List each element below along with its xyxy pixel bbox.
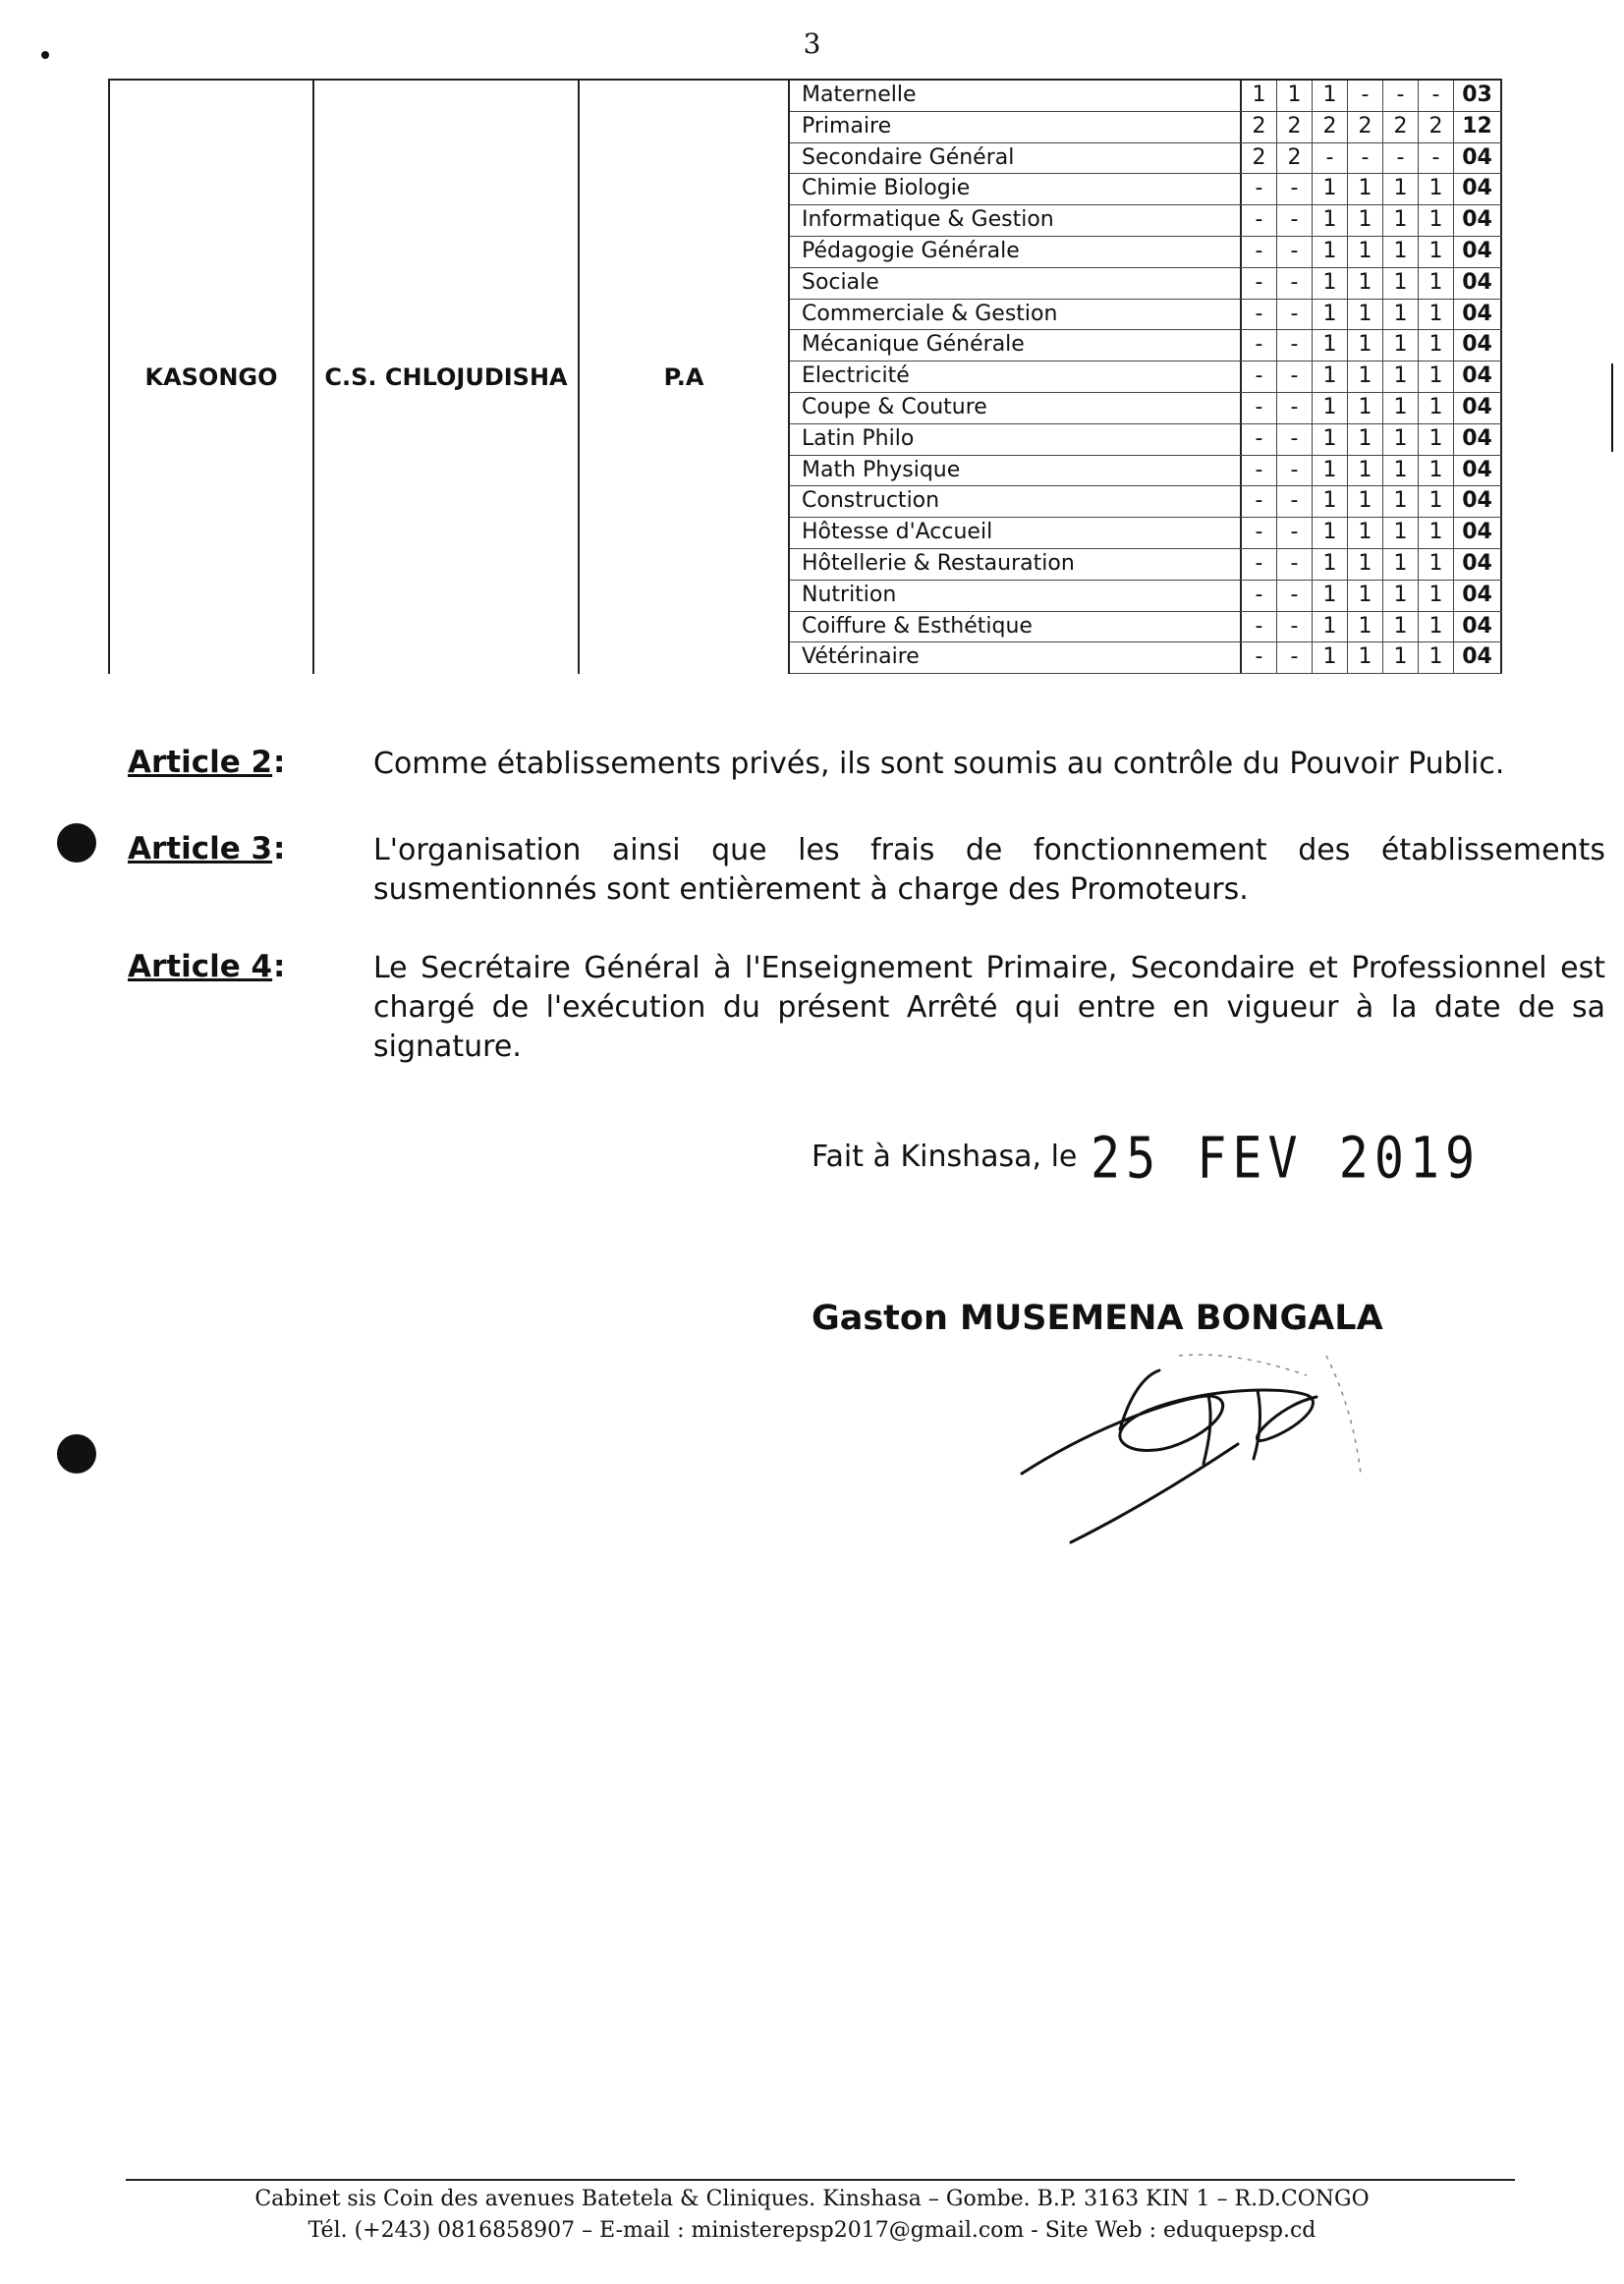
section-label: Mécanique Générale — [790, 330, 1242, 361]
table-row — [790, 237, 1502, 268]
total-cell: 04 — [1454, 205, 1502, 236]
class-count-cell: 1 — [1313, 237, 1348, 267]
class-count-cell: - — [1277, 205, 1313, 236]
section-label: Maternelle — [790, 81, 1242, 111]
class-count-cell: 1 — [1419, 581, 1454, 611]
class-count-cell: - — [1313, 143, 1348, 174]
class-count-cell: - — [1242, 362, 1277, 392]
class-count-cell: 1 — [1277, 81, 1313, 111]
class-count-cell: 1 — [1419, 424, 1454, 455]
class-count-cell: - — [1383, 143, 1419, 174]
class-count-cell: - — [1242, 300, 1277, 330]
article-heading: Article 2 — [128, 745, 273, 780]
class-count-cell: 1 — [1348, 486, 1383, 517]
section-label: Electricité — [790, 362, 1242, 392]
total-cell: 04 — [1454, 143, 1502, 174]
class-count-cell: 2 — [1242, 143, 1277, 174]
article-2: Article 2 : Comme établissements privés, ils sont soumis au contrôle du Pouvoir Public. — [128, 745, 1484, 804]
section-label: Secondaire Général — [790, 143, 1242, 174]
class-count-cell: - — [1242, 581, 1277, 611]
section-label: Chimie Biologie — [790, 174, 1242, 204]
table-row — [790, 330, 1502, 362]
class-count-cell: 1 — [1419, 642, 1454, 673]
table-row — [790, 642, 1502, 674]
article-body: L'organisation ainsi que les frais de fonctionnement des établissements susmentionnés sont entièrement à charge des Promoteurs. — [373, 833, 1605, 907]
class-count-cell: 1 — [1313, 424, 1348, 455]
article-body: Le Secrétaire Général à l'Enseignement Primaire, Secondaire et Professionnel est chargé de l'exécution du présent Arrêté qui entre en vigueur à la date de sa signature. — [373, 951, 1605, 1064]
class-count-cell: - — [1242, 518, 1277, 548]
class-count-cell: 1 — [1383, 581, 1419, 611]
total-cell: 04 — [1454, 268, 1502, 299]
class-count-cell: 1 — [1348, 237, 1383, 267]
class-count-cell: 1 — [1419, 205, 1454, 236]
class-count-cell: 1 — [1419, 237, 1454, 267]
class-count-cell: 1 — [1313, 330, 1348, 361]
section-label: Coiffure & Esthétique — [790, 612, 1242, 642]
class-count-cell: 1 — [1242, 81, 1277, 111]
section-label: Math Physique — [790, 456, 1242, 486]
article-body: Comme établissements privés, ils sont soumis au contrôle du Pouvoir Public. — [373, 747, 1505, 781]
class-count-cell: 1 — [1313, 268, 1348, 299]
total-cell: 04 — [1454, 393, 1502, 423]
class-count-cell: 1 — [1348, 205, 1383, 236]
page-number: 3 — [803, 28, 821, 60]
class-count-cell: 1 — [1383, 518, 1419, 548]
table-row — [790, 424, 1502, 456]
class-count-cell: - — [1419, 81, 1454, 111]
table-row — [790, 518, 1502, 549]
class-count-cell: 1 — [1383, 362, 1419, 392]
class-count-cell: 2 — [1383, 112, 1419, 142]
section-label: Sociale — [790, 268, 1242, 299]
class-count-cell: - — [1277, 330, 1313, 361]
class-count-cell: - — [1277, 268, 1313, 299]
class-count-cell: - — [1277, 424, 1313, 455]
class-count-cell: - — [1277, 456, 1313, 486]
total-cell: 04 — [1454, 549, 1502, 580]
article-heading: Article 4 — [128, 949, 273, 984]
total-cell: 04 — [1454, 330, 1502, 361]
article-heading: Article 3 — [128, 831, 273, 866]
section-label: Hôtesse d'Accueil — [790, 518, 1242, 548]
total-cell: 12 — [1454, 112, 1502, 142]
class-count-cell: 1 — [1383, 205, 1419, 236]
class-count-cell: 1 — [1313, 81, 1348, 111]
class-count-cell: 1 — [1419, 393, 1454, 423]
article-4: Article 4 : Le Secrétaire Général à l'Enseignement Primaire, Secondaire et Professionnel est chargé de l'exécution du présent Arrêté qui entre en vigueur à la date de sa signature. — [128, 949, 1484, 1077]
table-row — [790, 393, 1502, 424]
footer-rule — [126, 2179, 1515, 2181]
class-count-cell: - — [1277, 300, 1313, 330]
total-cell: 03 — [1454, 81, 1502, 111]
footer-address: Cabinet sis Coin des avenues Batetela & Cliniques. Kinshasa – Gombe. B.P. 3163 KIN 1 – R.D.CONGO — [254, 2187, 1370, 2211]
class-count-cell: 1 — [1383, 393, 1419, 423]
class-count-cell: 1 — [1348, 268, 1383, 299]
class-count-cell: 2 — [1242, 112, 1277, 142]
class-count-cell: 2 — [1419, 112, 1454, 142]
class-count-cell: 1 — [1348, 362, 1383, 392]
class-count-cell: 1 — [1383, 300, 1419, 330]
section-label: Nutrition — [790, 581, 1242, 611]
class-count-cell: 1 — [1383, 268, 1419, 299]
class-count-cell: - — [1242, 549, 1277, 580]
table-row — [790, 205, 1502, 237]
class-count-cell: 1 — [1383, 486, 1419, 517]
class-count-cell: 2 — [1313, 112, 1348, 142]
total-cell: 04 — [1454, 456, 1502, 486]
class-count-cell: 1 — [1348, 330, 1383, 361]
class-count-cell: - — [1242, 393, 1277, 423]
class-count-cell: 1 — [1419, 486, 1454, 517]
class-count-cell: 1 — [1313, 456, 1348, 486]
class-count-cell: 2 — [1277, 112, 1313, 142]
class-count-cell: - — [1277, 174, 1313, 204]
class-count-cell: 1 — [1419, 268, 1454, 299]
table-row — [790, 112, 1502, 143]
class-count-cell: - — [1242, 205, 1277, 236]
table-row — [790, 81, 1502, 112]
class-count-cell: 1 — [1419, 362, 1454, 392]
class-count-cell: 1 — [1383, 612, 1419, 642]
section-rows — [790, 81, 1502, 674]
status-cell: P.A — [663, 363, 704, 391]
class-count-cell: 1 — [1313, 205, 1348, 236]
table-row — [790, 612, 1502, 643]
class-count-cell: - — [1277, 612, 1313, 642]
section-label: Primaire — [790, 112, 1242, 142]
table-row — [790, 174, 1502, 205]
class-count-cell: 1 — [1419, 330, 1454, 361]
section-label: Coupe & Couture — [790, 393, 1242, 423]
section-label: Commerciale & Gestion — [790, 300, 1242, 330]
table-row — [790, 486, 1502, 518]
total-cell: 04 — [1454, 518, 1502, 548]
class-count-cell: - — [1277, 237, 1313, 267]
scan-mark — [41, 51, 49, 59]
section-label: Informatique & Gestion — [790, 205, 1242, 236]
class-count-cell: - — [1242, 174, 1277, 204]
handwritten-signature — [982, 1336, 1395, 1562]
class-count-cell: - — [1242, 330, 1277, 361]
class-count-cell: - — [1348, 143, 1383, 174]
class-count-cell: 1 — [1313, 581, 1348, 611]
class-count-cell: - — [1242, 486, 1277, 517]
class-count-cell: 1 — [1348, 581, 1383, 611]
class-count-cell: - — [1419, 143, 1454, 174]
date-stamp: 25 FEV 2019 — [1091, 1125, 1482, 1192]
class-count-cell: 1 — [1348, 549, 1383, 580]
class-count-cell: 1 — [1419, 456, 1454, 486]
class-count-cell: 1 — [1313, 362, 1348, 392]
punch-hole-mark — [57, 1434, 96, 1474]
total-cell: 04 — [1454, 642, 1502, 673]
class-count-cell: 1 — [1419, 300, 1454, 330]
total-cell: 04 — [1454, 300, 1502, 330]
class-count-cell: 1 — [1419, 174, 1454, 204]
class-count-cell: 1 — [1383, 330, 1419, 361]
class-count-cell: 1 — [1313, 518, 1348, 548]
class-count-cell: 1 — [1383, 642, 1419, 673]
punch-hole-mark — [57, 823, 96, 863]
table-row — [790, 581, 1502, 612]
table-row — [790, 143, 1502, 175]
section-label: Pédagogie Générale — [790, 237, 1242, 267]
class-count-cell: 1 — [1383, 237, 1419, 267]
total-cell: 04 — [1454, 581, 1502, 611]
class-count-cell: 1 — [1383, 424, 1419, 455]
class-count-cell: 1 — [1383, 174, 1419, 204]
class-count-cell: - — [1277, 642, 1313, 673]
class-count-cell: - — [1277, 393, 1313, 423]
section-label: Hôtellerie & Restauration — [790, 549, 1242, 580]
class-count-cell: 1 — [1348, 174, 1383, 204]
table-row — [790, 300, 1502, 331]
class-count-cell: 1 — [1419, 518, 1454, 548]
total-cell: 04 — [1454, 612, 1502, 642]
class-count-cell: 1 — [1313, 549, 1348, 580]
schools-table — [108, 79, 1502, 674]
class-count-cell: - — [1242, 642, 1277, 673]
class-count-cell: 1 — [1313, 612, 1348, 642]
class-count-cell: - — [1242, 456, 1277, 486]
class-count-cell: 1 — [1313, 486, 1348, 517]
class-count-cell: - — [1242, 268, 1277, 299]
total-cell: 04 — [1454, 424, 1502, 455]
total-cell: 04 — [1454, 486, 1502, 517]
class-count-cell: - — [1277, 581, 1313, 611]
scan-edge-mark — [1611, 363, 1613, 452]
total-cell: 04 — [1454, 362, 1502, 392]
class-count-cell: 1 — [1313, 642, 1348, 673]
class-count-cell: - — [1242, 424, 1277, 455]
table-row — [790, 268, 1502, 300]
class-count-cell: - — [1277, 518, 1313, 548]
city-cell: KASONGO — [144, 363, 278, 391]
total-cell: 04 — [1454, 237, 1502, 267]
class-count-cell: 2 — [1277, 143, 1313, 174]
class-count-cell: - — [1277, 486, 1313, 517]
class-count-cell: 1 — [1313, 300, 1348, 330]
class-count-cell: - — [1348, 81, 1383, 111]
class-count-cell: - — [1383, 81, 1419, 111]
class-count-cell: 1 — [1383, 456, 1419, 486]
class-count-cell: 1 — [1313, 393, 1348, 423]
class-count-cell: 1 — [1348, 612, 1383, 642]
class-count-cell: - — [1242, 237, 1277, 267]
article-3: Article 3 : L'organisation ainsi que les frais de fonctionnement des établissements susmentionnés sont entièrement à charge des Promoteurs. — [128, 831, 1484, 919]
class-count-cell: 1 — [1348, 642, 1383, 673]
school-name-cell: C.S. CHLOJUDISHA — [324, 363, 568, 391]
total-cell: 04 — [1454, 174, 1502, 204]
section-label: Vétérinaire — [790, 642, 1242, 673]
class-count-cell: 1 — [1419, 549, 1454, 580]
table-row — [790, 362, 1502, 393]
class-count-cell: 1 — [1313, 174, 1348, 204]
class-count-cell: 1 — [1348, 300, 1383, 330]
footer-contact: Tél. (+243) 0816858907 – E-mail : ministerepsp2017@gmail.com - Site Web : eduquepsp.cd — [308, 2218, 1316, 2243]
class-count-cell: - — [1242, 612, 1277, 642]
class-count-cell: 1 — [1348, 456, 1383, 486]
class-count-cell: 1 — [1348, 424, 1383, 455]
class-count-cell: - — [1277, 362, 1313, 392]
section-label: Construction — [790, 486, 1242, 517]
table-row — [790, 549, 1502, 581]
table-row — [790, 456, 1502, 487]
section-label: Latin Philo — [790, 424, 1242, 455]
class-count-cell: 1 — [1383, 549, 1419, 580]
class-count-cell: 1 — [1419, 612, 1454, 642]
class-count-cell: 1 — [1348, 518, 1383, 548]
class-count-cell: 1 — [1348, 393, 1383, 423]
class-count-cell: 2 — [1348, 112, 1383, 142]
class-count-cell: - — [1277, 549, 1313, 580]
signatory-name: Gaston MUSEMENA BONGALA — [812, 1299, 1383, 1338]
place-date-line: Fait à Kinshasa, le — [812, 1140, 1078, 1174]
